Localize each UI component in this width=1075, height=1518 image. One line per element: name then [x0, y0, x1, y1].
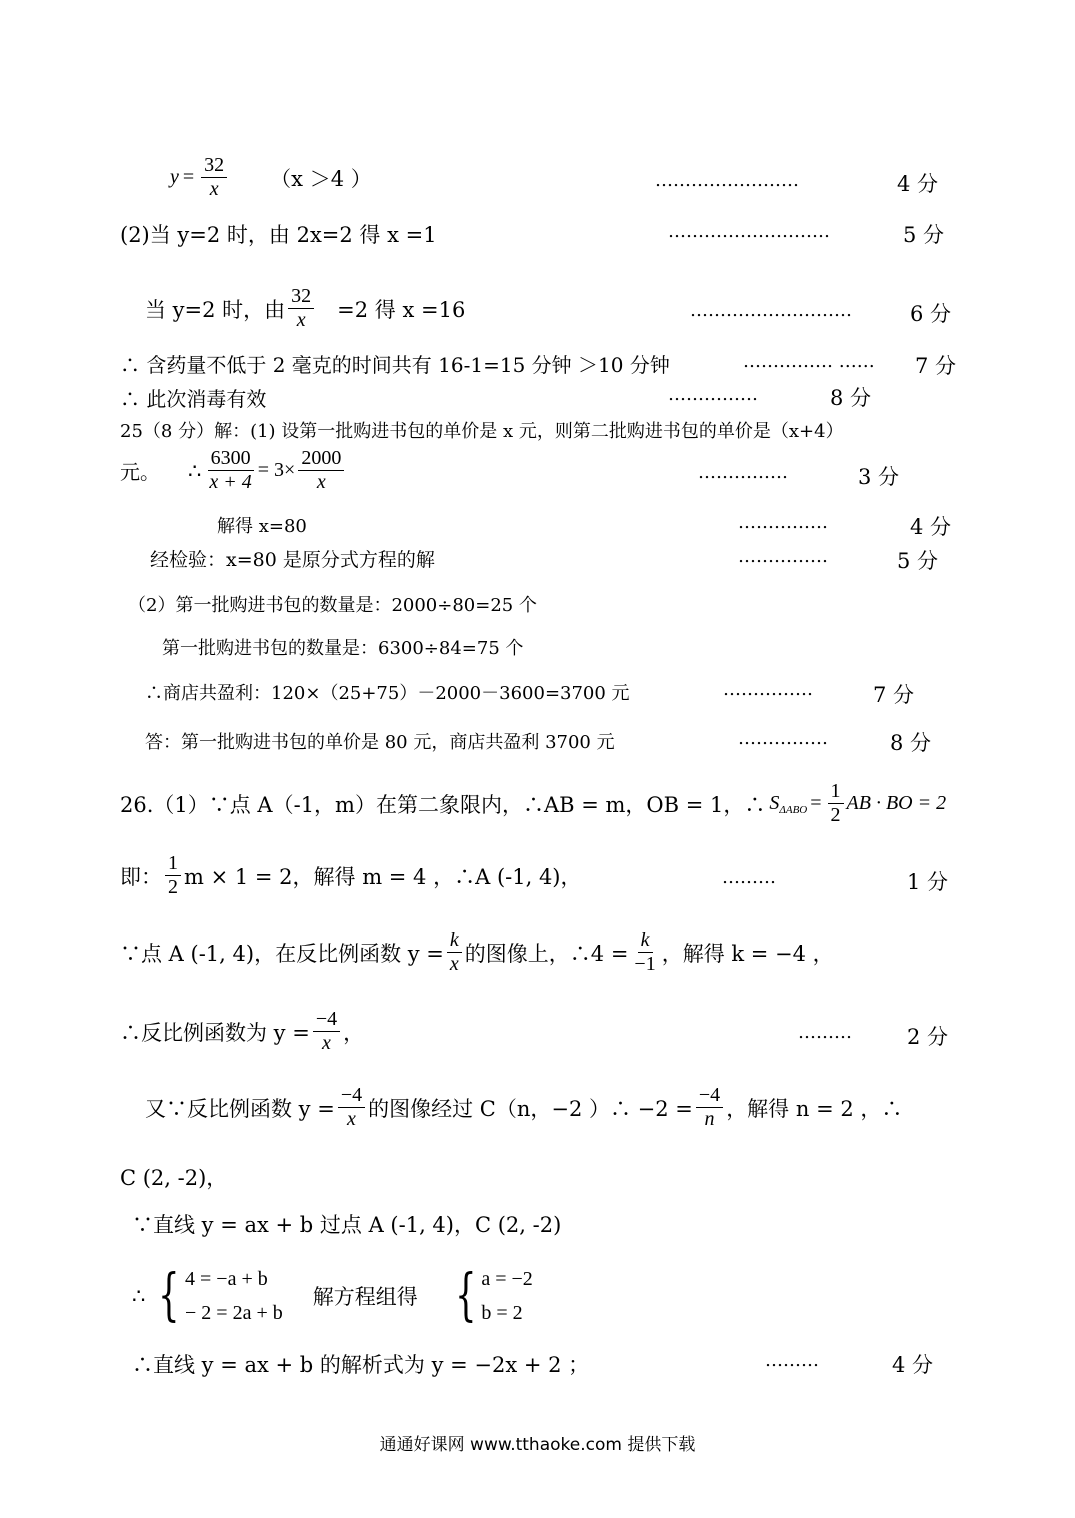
denominator: x: [347, 1108, 356, 1130]
fraction-minus4-over-x: [313, 1009, 340, 1054]
line-7: [120, 448, 347, 493]
fraction-k-over-x: [447, 930, 462, 975]
score: 8 分: [890, 731, 932, 755]
fraction-one-half: [165, 853, 181, 898]
numerator: −4: [338, 1085, 365, 1108]
numerator: −4: [696, 1085, 723, 1108]
numerator: 1: [828, 781, 844, 804]
score: 2 分: [907, 1025, 949, 1049]
line-text: ∵直线 y = ax + b 过点 A (-1, 4)，C (2, -2): [132, 1213, 562, 1237]
leader-dots: ……………: [723, 679, 813, 700]
equals-times: = 3×: [257, 459, 296, 481]
line-2: [120, 219, 437, 249]
leader-dots: ……………: [738, 546, 828, 567]
numerator: k: [447, 930, 462, 953]
fraction-32-over-x: [201, 155, 227, 200]
equals: =: [810, 792, 822, 814]
left-brace-icon: {: [158, 1263, 180, 1328]
line-text: ∴ 含药量不低于 2 毫克的时间共有 16-1=15 分钟 ＞10 分钟: [120, 353, 670, 377]
line-text: ∴反比例函数为 y =: [120, 1020, 310, 1045]
line-15: [120, 853, 582, 898]
line-12: [145, 679, 630, 705]
line-text: C (2, -2)，: [120, 1166, 228, 1190]
score: 3 分: [858, 465, 900, 489]
fraction-k-over-minus-1: [631, 930, 658, 975]
line-text: 的图像经过 C（n，−2 ）∴ −2 =: [368, 1096, 693, 1121]
line-14: [120, 781, 946, 826]
equation: − 2 = 2a + b: [185, 1302, 283, 1324]
line-17: [120, 1009, 364, 1054]
line-16: [120, 930, 834, 975]
line-9: [150, 545, 435, 572]
line-1-formula: [170, 155, 372, 200]
denominator: x: [449, 953, 459, 975]
line-text: ∴ 此次消毒有效: [120, 387, 267, 411]
therefore-symbol: ∴: [188, 458, 202, 483]
line-text: 解方程组得: [312, 1285, 418, 1309]
line-6: [120, 417, 844, 443]
equation-system-right: [448, 1262, 533, 1330]
line-5: [120, 383, 266, 412]
line-19: [120, 1162, 227, 1192]
line-text: ∵点 A (-1, 4)，在反比例函数 y =: [120, 941, 444, 966]
score: 5 分: [897, 549, 939, 573]
denominator: 2: [830, 804, 841, 826]
fraction-one-half: [828, 781, 844, 826]
line-8: [217, 512, 307, 538]
line-20: [132, 1209, 561, 1239]
therefore-symbol: ∴: [132, 1284, 146, 1308]
numerator: 32: [201, 155, 227, 178]
line-text: 答：第一批购进书包的单价是 80 元，商店共盈利 3700 元: [145, 732, 615, 753]
numerator: 1: [165, 853, 181, 876]
fraction-minus4-over-n: [696, 1085, 723, 1130]
score: 7 分: [873, 683, 915, 707]
condition: （x ＞4 ）: [270, 166, 372, 191]
denominator: x: [209, 178, 219, 200]
leader-dots: ……………: [738, 728, 828, 749]
leader-dots: ………………………: [668, 221, 830, 242]
leader-dots: ……………: [698, 462, 788, 483]
footer-source: 通通好课网 www.tthaoke.com 提供下载: [379, 1435, 696, 1455]
line-text: ，解得 n = 2 ，∴: [726, 1096, 903, 1121]
line-18: [145, 1085, 902, 1130]
line-3: [145, 286, 465, 331]
score: 8 分: [830, 386, 872, 410]
numerator: −4: [313, 1009, 340, 1032]
fraction-6300: [206, 448, 254, 493]
denominator: x: [316, 471, 326, 493]
numerator: 2000: [298, 448, 344, 471]
line-4: [120, 349, 670, 378]
line-text: 第一批购进书包的数量是：6300÷84=75 个: [162, 638, 524, 659]
line-text: ∴直线 y = ax + b 的解析式为 y = −2x + 2 ；: [132, 1353, 590, 1377]
line-text: m × 1 = 2，解得 m = 4 ，∴A (-1, 4)，: [184, 864, 582, 889]
equation-system-left: [151, 1262, 282, 1330]
line-21-system: [132, 1262, 533, 1330]
score: 4 分: [892, 1353, 934, 1377]
line-text: ，: [343, 1020, 365, 1045]
line-text: =2 得 x =16: [337, 297, 466, 322]
line-10: [128, 591, 537, 617]
leader-dots: ……………: [668, 384, 758, 405]
denominator: x: [296, 309, 306, 331]
equation: 4 = −a + b: [185, 1268, 268, 1290]
line-text: 25（8 分）解：(1) 设第一批购进书包的单价是 x 元，则第二批购进书包的单价是（x+4）: [120, 421, 844, 442]
line-text: 当 y=2 时，由: [145, 297, 286, 322]
score: 7 分: [915, 354, 957, 378]
fraction-2000: [298, 448, 344, 493]
denominator: −1: [634, 953, 656, 975]
line-13: [145, 728, 615, 754]
line-text: 经检验：x=80 是原分式方程的解: [150, 549, 435, 571]
leader-dots: ………: [798, 1022, 852, 1043]
line-11: [162, 634, 524, 660]
fraction-32-over-x: [288, 286, 314, 331]
score: 4 分: [897, 172, 939, 196]
denominator: x + 4: [209, 471, 252, 493]
line-text: 元。: [120, 460, 160, 484]
left-brace-icon: {: [454, 1263, 477, 1328]
line-text: (2)当 y=2 时，由 2x=2 得 x =1: [120, 223, 437, 247]
area-symbol: S: [769, 792, 780, 814]
line-text: （2）第一批购进书包的数量是：2000÷80=25 个: [128, 595, 537, 616]
leader-dots: ………: [722, 867, 776, 888]
leader-dots: ……………………: [655, 170, 799, 191]
var-y: y: [170, 166, 179, 188]
denominator: x: [322, 1032, 331, 1054]
fraction-minus4-over-x: [338, 1085, 365, 1130]
numerator: 32: [288, 286, 314, 309]
line-text: ∴商店共盈利：120×（25+75）－2000－3600=3700 元: [145, 683, 630, 704]
leader-dots: ……………: [738, 512, 828, 533]
score: 6 分: [910, 302, 952, 326]
line-text: 即：: [120, 864, 162, 889]
equation: b = 2: [481, 1302, 523, 1324]
leader-dots: ………: [765, 1350, 819, 1371]
score: 5 分: [903, 223, 945, 247]
line-text: ，解得 k = −4 ，: [661, 941, 834, 966]
leader-dots: ………………………: [690, 300, 852, 321]
line-22: [132, 1349, 589, 1379]
numerator: k: [638, 930, 653, 953]
score: 4 分: [910, 515, 952, 539]
line-text: 26.（1）∵点 A（-1，m）在第二象限内，∴AB = m，OB = 1，∴: [120, 792, 766, 817]
numerator: 6300: [208, 448, 254, 471]
equation: a = −2: [481, 1268, 533, 1290]
denominator: 2: [168, 876, 178, 898]
area-expression: AB · BO = 2: [846, 792, 947, 814]
equals: =: [182, 166, 195, 188]
line-text: 的图像上，∴4 =: [464, 941, 629, 966]
leader-dots: …………… ……: [743, 351, 875, 372]
line-text: 又∵反比例函数 y =: [145, 1096, 335, 1121]
area-subscript: ΔABO: [779, 803, 808, 816]
score: 1 分: [907, 870, 949, 894]
denominator: n: [704, 1108, 715, 1130]
line-text: 解得 x=80: [217, 516, 307, 537]
